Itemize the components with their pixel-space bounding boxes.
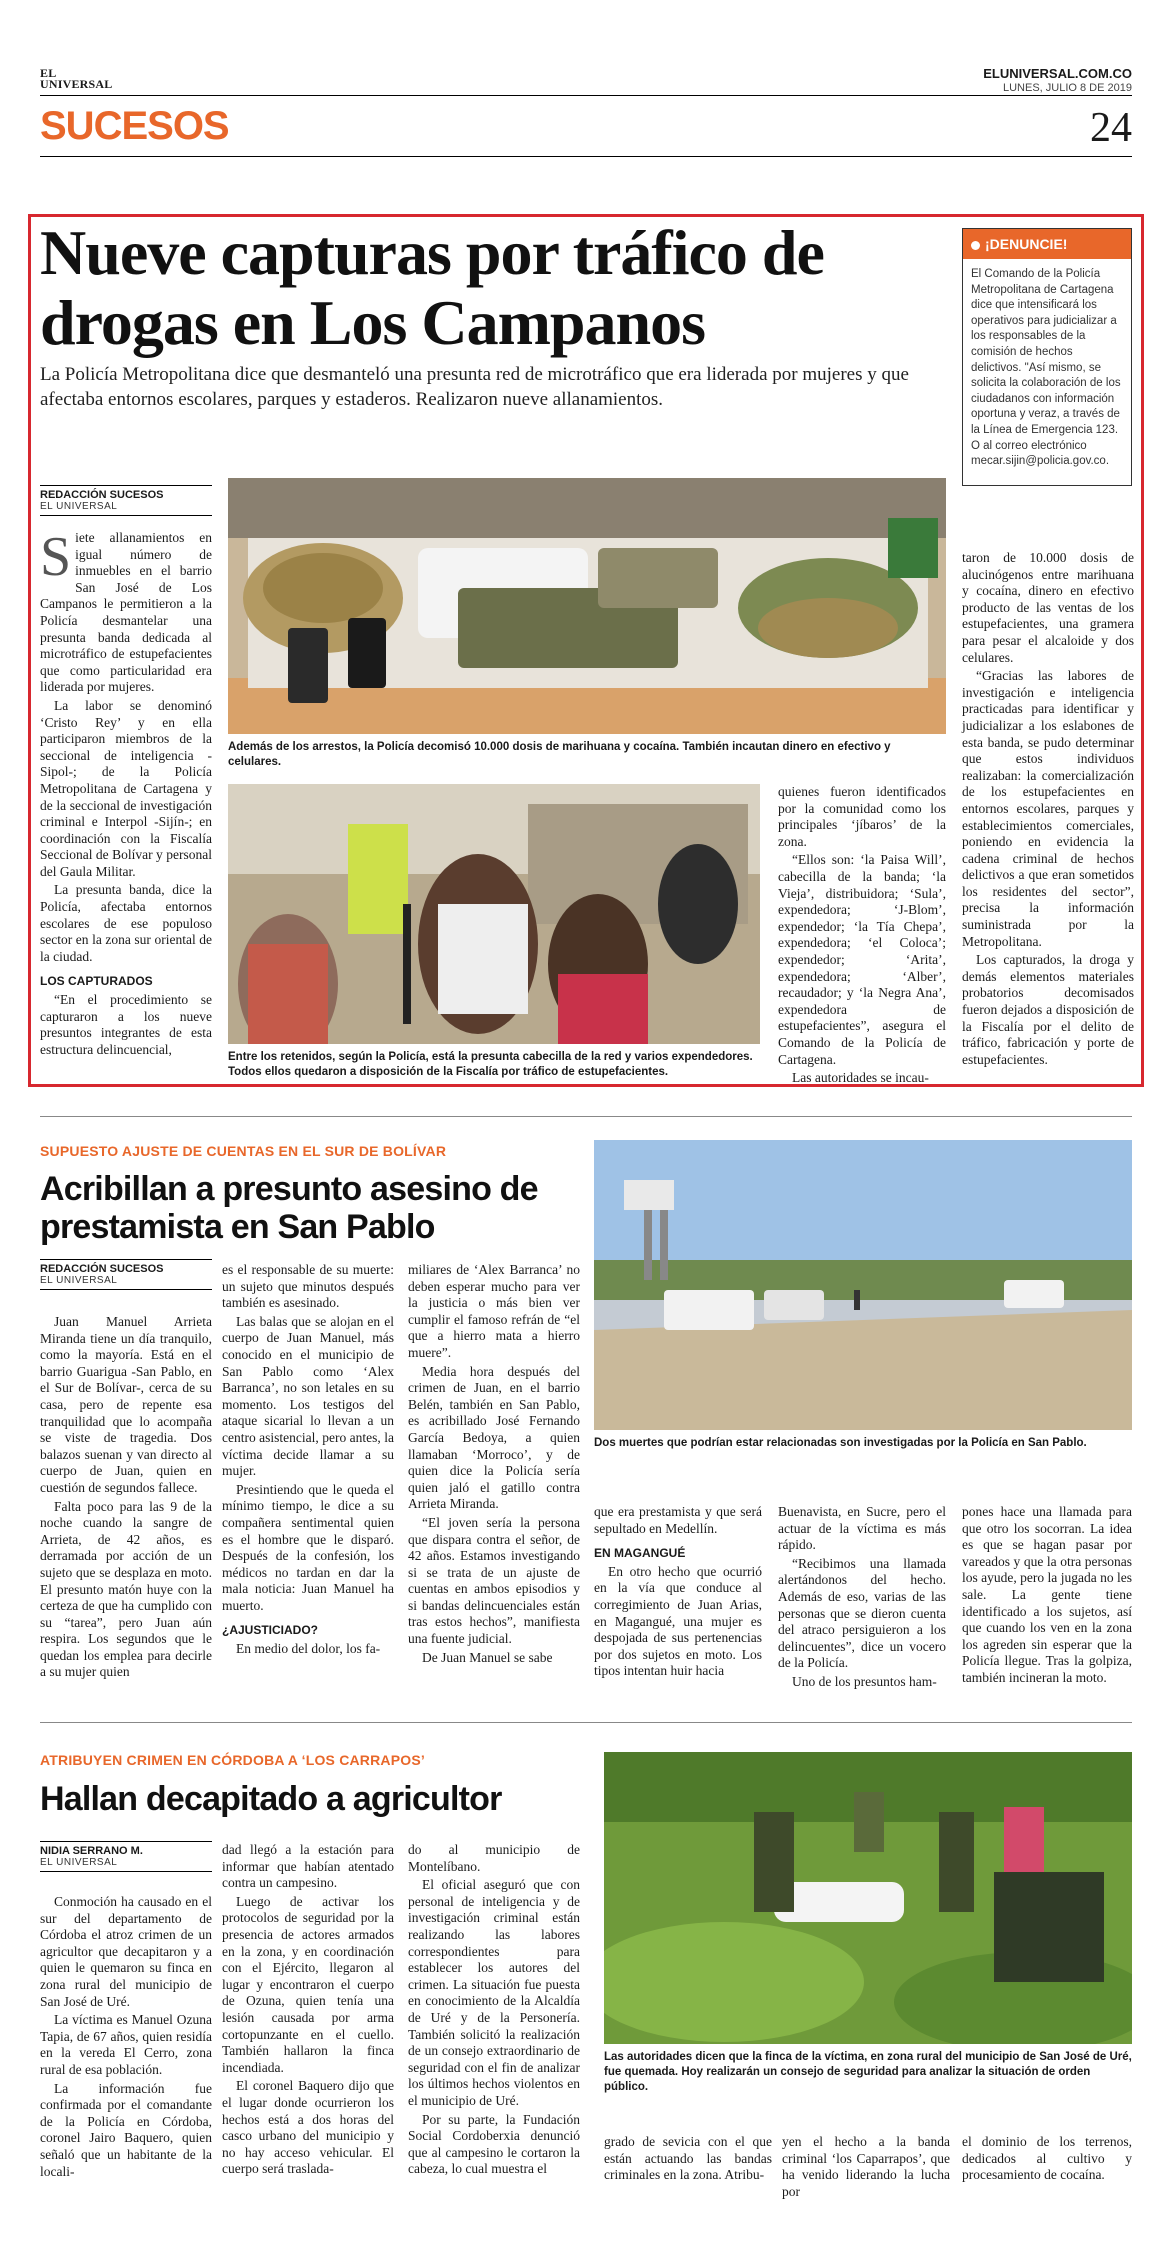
paragraph: En otro hecho que ocurrió en la vía que conduce al corregimiento de Juan Arias, en Magangué, una mujer es despojada de sus pertenencias por dos sujetos en moto. Los tipos intentan huir hacia	[594, 1563, 762, 1679]
masthead-rule	[40, 95, 1132, 96]
dropcap: S	[40, 526, 72, 588]
subheading: LOS CAPTURADOS	[40, 974, 153, 989]
sidebar-header	[963, 229, 1131, 259]
story1-photo2-caption: Entre los retenidos, según la Policía, está la presunta cabecilla de la red y varios expendedores. Todos ellos quedaron a disposición de la Fiscalía por tráfico de estupefacientes.	[228, 1051, 753, 1078]
paragraph: “El joven sería la persona que dispara contra el señor, de 42 años. Estamos investigando si se trata de un ajuste de cuentas en ambos episodios y si bandas delincuenciales están tras estos hechos”, manifiesta una fuente judicial.	[408, 1514, 580, 1647]
paragraph: Las autoridades se incau-	[792, 1070, 929, 1086]
byline-rule	[40, 485, 212, 486]
sidebar-body: El Comando de la Policía Metropolitana de Cartagena dice que intensificará los operativos para judicializar a los responsables de la comisión de hechos delictivos. "Así mismo, se solicita la colaboración de los ciudadanos con información oportuna y veraz, a través de la Línea de Emergencia 123. O al correo electrónico mecar.sijin@policia.gov.co.	[971, 268, 1121, 468]
byline-rule	[40, 1841, 212, 1842]
paragraph: Los capturados, la droga y demás elementos materiales probatorios decomisados fueron dejados a disposición de la Fiscalía por el delito de tráfico, fabricación y porte de estupefacientes.	[962, 952, 1134, 1067]
page-number: 24	[1090, 105, 1132, 151]
paragraph: iete allanamientos en igual número de inmuebles en el barrio San José de Los Campanos le permitieron a la Policía desmantelar una presunta banda dedicada al microtráfico de estupefacientes que como particularidad era liderada por mujeres.	[40, 530, 212, 695]
story3-headline: Hallan decapitado a agricultor	[40, 1780, 502, 1818]
logo-line-1: EL	[40, 66, 57, 80]
story3-kicker: ATRIBUYEN CRIMEN EN CÓRDOBA A ‘LOS CARRAPOS’	[40, 1752, 425, 1768]
story1-lede: La Policía Metropolitana dice que desmanteló una presunta red de microtráfico que era liderada por mujeres y que afectaba entornos escolares, parques y estaderos. Realizaron nueve allanamientos.	[40, 364, 909, 410]
paragraph: grado de sevicia con el que están actuando las bandas criminales en la zona. Atribu-	[604, 2134, 772, 2183]
story2-column-2	[222, 1262, 394, 1660]
paragraph: La presunta banda, dice la Policía, afectaba entornos escolares de ese populoso sector en la zona sur oriental de la ciudad.	[40, 882, 212, 964]
story1-column-3	[778, 784, 946, 1089]
story-divider	[40, 1116, 1132, 1117]
paragraph: Conmoción ha causado en el sur del departamento de Córdoba el atroz crimen de un agricultor que decapitaron y a quien le quemaron su finca en zona rural del municipio de San José de Uré.	[40, 1894, 212, 2009]
story-divider	[40, 1722, 1132, 1723]
paragraph: quienes fueron identificados por la comunidad como los principales ‘jíbaros’ de la zona.	[778, 784, 946, 849]
byline-rule	[40, 1289, 212, 1290]
paragraph: do al municipio de Montelíbano.	[408, 1842, 580, 1874]
story2-column-3	[408, 1262, 580, 1668]
story2-photo-street	[594, 1140, 1132, 1430]
paragraph: miliares de ‘Alex Barranca’ no deben esperar mucho para ver la justicia o más bien ver cumplir el famoso refrán de “el que a hierro mata a hierro muere”.	[408, 1262, 580, 1360]
story2-column-4	[594, 1504, 762, 1682]
story3-column-6	[962, 2134, 1132, 2186]
story1-photo-seized-items	[228, 478, 946, 734]
story2-photo-caption: Dos muertes que podrían estar relacionadas son investigadas por la Policía en San Pablo.	[594, 1437, 1087, 1449]
story1-photo-detainees	[228, 784, 760, 1044]
byline-name: NIDIA SERRANO M.	[40, 1845, 143, 1857]
story2-column-5	[778, 1504, 946, 1693]
byline-rule	[40, 1871, 212, 1872]
paragraph: pones hace una llamada para que otro los socorran. La idea es que se hagan pasar por vareados y que la otra personas los ayude, pero la jugada no les sale. La gente tiene identificado a los sujetos, así que cuando los ven en la zona los agreden sin esperar que la Policía llegue. Tras la golpiza, también incineran la moto.	[962, 1504, 1132, 1685]
paragraph: yen el hecho a la banda criminal ‘los Caparrapos’, que ha venido liderando la lucha por	[782, 2134, 950, 2199]
paragraph: “Gracias las labores de investigación e inteligencia practicadas para identificar y judicializar a los eslabones de esta banda, se pudo determinar que estos individuos realizaban: la comercialización de los estupefacientes en entornos escolares, parques y establecimientos comerciales, poniendo en evidencia la cadena criminal de hechos delictivos a que eran sometidos los residentes del sector”, precisa la información suministrada por la Metropolitana.	[962, 668, 1134, 949]
paragraph: Luego de activar los protocolos de seguridad por la presencia de actores armados en la zona, y en coordinación con el Ejército, llegaron al lugar y encontraron el cuerpo de Ozuna, quien tenía una lesión causada por arma cortopunzante en el cuello. También hallaron la finca incendiada.	[222, 1893, 394, 2075]
story1-byline	[40, 482, 212, 519]
story3-photo-crime-scene	[604, 1752, 1132, 2044]
story1-photo1-caption: Además de los arrestos, la Policía decomisó 10.000 dosis de marihuana y cocaína. También incautan dinero en efectivo y celulares.	[228, 741, 891, 768]
section-name: SUCESOS	[40, 104, 229, 148]
byline-name: REDACCIÓN SUCESOS	[40, 1263, 164, 1275]
paragraph: Las balas que se alojan en el cuerpo de Juan Manuel, más conocido en el municipio de San Pablo como ‘Alex Barranca’, no son letales en su momento. Los testigos del ataque sicarial lo llevan a un centro asistencial, pero antes, la víctima decide llamar a su mujer.	[222, 1313, 394, 1479]
story3-column-2	[222, 1842, 394, 2180]
paragraph: taron de 10.000 dosis de alucinógenos entre marihuana y cocaína, dinero en efectivo producto de las ventas de los estupefacientes, una gramera para pesar el alcaloide y dos celulares.	[962, 550, 1134, 665]
story1-column-1	[40, 526, 212, 1060]
paragraph: El coronel Baquero dijo que el lugar donde ocurrieron los hechos está a dos horas del casco urbano del municipio y no hay acceso vehicular. El cuerpo será traslada-	[222, 2078, 394, 2177]
subheading: ¿AJUSTICIADO?	[222, 1623, 318, 1638]
paragraph: Por su parte, la Fundación Social Cordoberxia denunció que al campesino le cortaron la cabeza, lo cual muestra el	[408, 2111, 580, 2177]
story2-kicker: SUPUESTO AJUSTE DE CUENTAS EN EL SUR DE BOLÍVAR	[40, 1143, 447, 1159]
paragraph: “Recibimos una llamada alertándonos del hecho. Además de eso, varias de las personas que se dieron cuenta del atraco persiguieron a los delincuentes”, dice un vocero de la Policía.	[778, 1555, 946, 1671]
paragraph: Uno de los presuntos ham-	[792, 1673, 937, 1689]
story3-column-3	[408, 1842, 580, 2180]
story3-column-1	[40, 1894, 212, 2182]
story3-column-5	[782, 2134, 950, 2202]
byline-publication: EL UNIVERSAL	[40, 501, 118, 512]
paragraph: La información fue confirmada por el comandante de la Policía en Córdoba, coronel Jairo Baquero, quien señaló que un habitante de la locali-	[40, 2080, 212, 2179]
sidebar-title: ¡DENUNCIE!	[985, 236, 1068, 252]
paragraph: que era prestamista y que será sepultado en Medellín.	[594, 1504, 762, 1536]
paragraph: Falta poco para las 9 de la noche cuando la sangre de Arrieta, de 42 años, es derramada por acción de un sujeto que se desplaza en moto. El presunto matón huye con la certeza de que ha cumplido con su “tarea”, pero Juan aún respira. Los segundos que le quedan los emplea para decirle a su mujer quien	[40, 1498, 212, 1680]
paragraph: el dominio de los terrenos, dedicados al cultivo y procesamiento de cocaína.	[962, 2134, 1132, 2183]
story2-column-6	[962, 1504, 1132, 1689]
paragraph: Juan Manuel Arrieta Miranda tiene un día tranquilo, como la mayoría. Está en el barrio Guarigua -San Pablo, en el Sur de Bolívar-, cerca de su casa, pero de repente esa tranquilidad que lo acompaña se viste de tragedia. Dos balazos suenan y van directo al cuerpo de Juan, quien en cuestión de segundos fallece.	[40, 1314, 212, 1495]
bullet-icon	[971, 241, 980, 250]
paragraph: “Ellos son: ‘la Paisa Will’, cabecilla de la banda; ‘la Vieja’, distribuidora; ‘Sula’, expendedora; ‘J-Blom’, expendedor; ‘la Tía Chepa’, expendedora; ‘el Coloca’; expendedor; ‘Arita’, expendedora; ‘Alber’, recaudador; y ‘la Negra Ana’, expendedora de estupefacientes”, asegura el Comando de la Policía de Cartagena.	[778, 852, 946, 1067]
story2-byline	[40, 1256, 212, 1293]
newspaper-logo	[40, 68, 112, 90]
story1-column-4	[962, 550, 1134, 1070]
paragraph: De Juan Manuel se sabe	[422, 1649, 553, 1665]
subheading: EN MAGANGUÉ	[594, 1546, 686, 1561]
story2-headline: Acribillan a presunto asesino de prestamista en San Pablo	[40, 1170, 538, 1246]
paragraph: Buenavista, en Sucre, pero el actuar de la víctima es más rápido.	[778, 1504, 946, 1553]
paragraph: La víctima es Manuel Ozuna Tapia, de 67 años, quien residía en la vereda El Cerro, zona rural de esa población.	[40, 2012, 212, 2077]
story3-column-4	[604, 2134, 772, 2186]
site-url: ELUNIVERSAL.COM.CO	[983, 66, 1132, 81]
paragraph: dad llegó a la estación para informar que habían atentado contra un campesino.	[222, 1842, 394, 1891]
byline-name: REDACCIÓN SUCESOS	[40, 489, 164, 501]
edition-date: LUNES, JULIO 8 DE 2019	[1002, 82, 1132, 94]
paragraph: La labor se denominó ‘Cristo Rey’ y en ella participaron miembros de la seccional de inteligencia -Sipol-; de la Policía Metropolitana de Cartagena y de la seccional de investigación criminal e Interpol -Sijín-; en coordinación con la Fiscalía Seccional de Bolívar y personal del Gaula Militar.	[40, 697, 212, 879]
denuncie-sidebar	[962, 228, 1132, 486]
story1-headline: Nueve capturas por tráfico de drogas en Los Campanos	[40, 217, 824, 358]
paragraph: Media hora después del crimen de Juan, en el barrio Belén, también en San Pablo, es acribillado José Fernando García Bedoya, a quien llamaban ‘Morroco’, y de quien dice la Policía sería quien jaló el gatillo contra Arrieta Miranda.	[408, 1363, 580, 1512]
paragraph: es el responsable de su muerte: un sujeto que minutos después también es asesinado.	[222, 1262, 394, 1311]
paragraph: Presintiendo que le queda el mínimo tiempo, le dice a su compañera sentimental quien es el hombre que le disparó. Después de la confesión, los médicos no tardan en dar la mala noticia: Juan Manuel ha muerto.	[222, 1481, 394, 1613]
paragraph: En medio del dolor, los fa-	[236, 1641, 381, 1657]
story2-column-1	[40, 1314, 212, 1683]
paragraph: El oficial aseguró que con personal de inteligencia y de investigación criminal están realizando las labores correspondientes para establecer los autores del crimen. La situación fue puesta en conocimiento de la Alcaldía de Uré y de la Personería. También solicitó la realización de un consejo extraordinario de seguridad con el fin de analizar los últimos hechos violentos en el municipio de Uré.	[408, 1877, 580, 2108]
logo-line-2: UNIVERSAL	[40, 77, 113, 91]
byline-rule	[40, 515, 212, 516]
story3-photo-caption: Las autoridades dicen que la finca de la víctima, en zona rural del municipio de San José de Uré, fue quemada. Hoy realizarán un consejo de seguridad para analizar la situación de orden público.	[604, 2051, 1132, 2093]
byline-publication: EL UNIVERSAL	[40, 1275, 118, 1286]
story3-byline	[40, 1838, 212, 1875]
section-rule	[40, 156, 1132, 157]
paragraph: “En el procedimiento se capturaron a los nueve presuntos integrantes de esta estructura delincuencial,	[40, 992, 212, 1057]
byline-publication: EL UNIVERSAL	[40, 1857, 118, 1868]
byline-rule	[40, 1259, 212, 1260]
